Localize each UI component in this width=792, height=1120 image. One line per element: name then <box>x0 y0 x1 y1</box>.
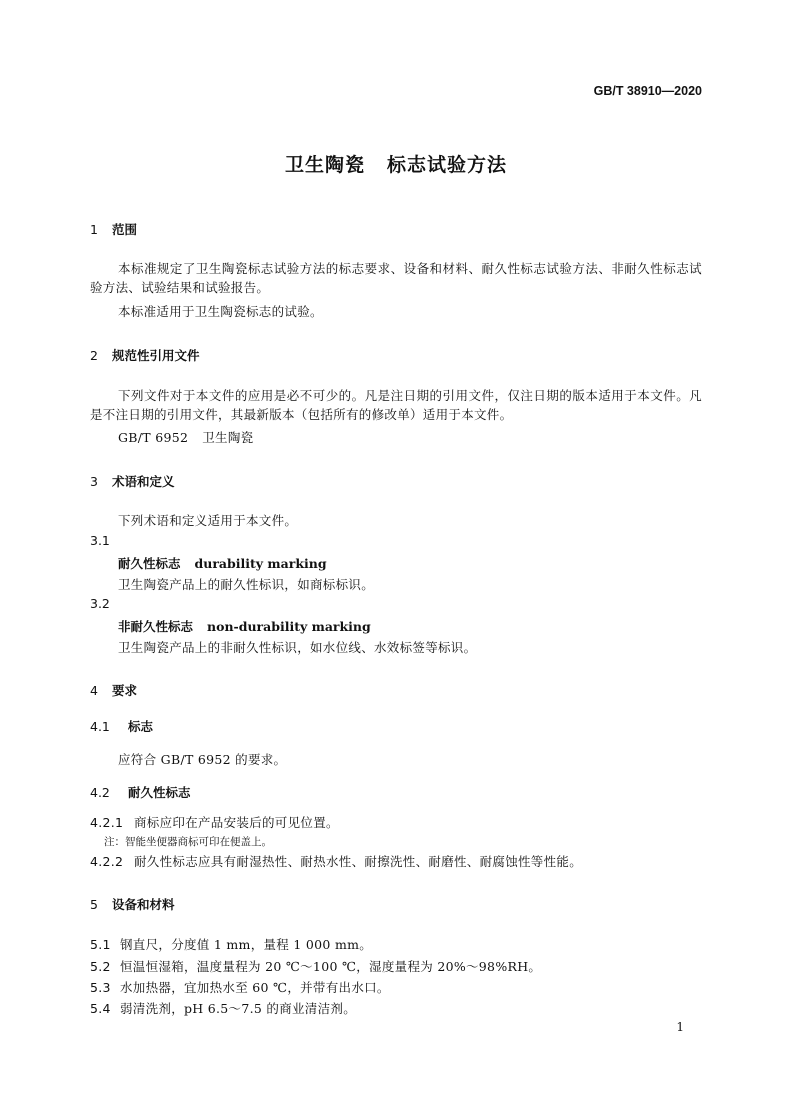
section-number: 4 <box>90 683 98 698</box>
section-title: 要求 <box>112 683 138 698</box>
term-3-2 <box>118 617 371 635</box>
term-chinese: 非耐久性标志 <box>118 619 194 634</box>
reference-code: GB/T 6952 <box>118 430 189 445</box>
item-number: 5.3 <box>90 980 111 995</box>
section-1-paragraph-1: 本标准规定了卫生陶瓷标志试验方法的标志要求、设备和材料、耐久性标志试验方法、非耐久性标志试验方法、试验结果和试验报告。 <box>90 261 702 295</box>
clause-4-2-2 <box>90 852 582 870</box>
section-2-paragraph-1: 下列文件对于本文件的应用是必不可少的。凡是注日期的引用文件，仅注日期的版本适用于本文件。凡是不注日期的引用文件，其最新版本（包括所有的修改单）适用于本文件。 <box>90 388 702 422</box>
term-3-2-number: 3.2 <box>90 596 110 611</box>
section-title: 规范性引用文件 <box>112 348 200 363</box>
clause-number: 4.2.1 <box>90 815 124 830</box>
section-3-heading <box>90 472 175 490</box>
section-number: 1 <box>90 222 98 237</box>
page-number: 1 <box>676 1020 684 1034</box>
clause-text: 商标应印在产品安装后的可见位置。 <box>134 815 339 830</box>
section-title: 范围 <box>112 222 138 237</box>
equipment-item <box>90 957 541 975</box>
title-part-1: 卫生陶瓷 <box>284 154 365 176</box>
item-number: 5.4 <box>90 1001 111 1016</box>
item-text: 恒温恒湿箱，温度量程为 20 ℃～100 ℃，湿度量程为 20%～98%RH。 <box>120 959 542 974</box>
section-number: 3 <box>90 474 98 489</box>
section-number: 5 <box>90 897 98 912</box>
reference-title: 卫生陶瓷 <box>202 430 254 445</box>
section-title: 标志 <box>128 719 154 734</box>
item-text: 弱清洗剂，pH 6.5～7.5 的商业清洁剂。 <box>120 1001 357 1016</box>
section-number: 4.2 <box>90 785 110 800</box>
term-chinese: 耐久性标志 <box>118 556 181 571</box>
section-1-heading <box>90 220 137 238</box>
section-4-2-heading <box>90 783 191 801</box>
section-3-paragraph-1: 下列术语和定义适用于本文件。 <box>118 513 298 528</box>
term-3-1-definition: 卫生陶瓷产品上的耐久性标识，如商标标识。 <box>118 577 375 592</box>
equipment-item <box>90 999 356 1017</box>
term-3-2-definition: 卫生陶瓷产品上的非耐久性标识，如水位线、水效标签等标识。 <box>118 640 477 655</box>
term-3-1 <box>118 554 327 572</box>
section-2-heading <box>90 346 200 364</box>
item-text: 水加热器，宜加热水至 60 ℃，并带有出水口。 <box>120 980 390 995</box>
section-5-heading <box>90 895 175 913</box>
item-text: 钢直尺，分度值 1 mm，量程 1 000 mm。 <box>120 937 373 952</box>
clause-number: 4.2.2 <box>90 854 124 869</box>
section-number: 2 <box>90 348 98 363</box>
section-4-heading <box>90 681 137 699</box>
document-title <box>0 150 792 177</box>
term-english: non-durability marking <box>207 619 371 634</box>
section-1-paragraph-2: 本标准适用于卫生陶瓷标志的试验。 <box>118 304 323 319</box>
section-title: 术语和定义 <box>112 474 175 489</box>
section-4-1-paragraph: 应符合 GB/T 6952 的要求。 <box>118 752 287 767</box>
term-english: durability marking <box>194 556 327 571</box>
item-number: 5.2 <box>90 959 111 974</box>
note: 注：智能坐便器商标可印在便盖上。 <box>104 836 272 848</box>
title-part-2: 标志试验方法 <box>387 154 508 176</box>
equipment-item <box>90 978 390 996</box>
standard-code: GB/T 38910—2020 <box>593 84 702 98</box>
clause-4-2-1 <box>90 813 339 831</box>
section-number: 4.1 <box>90 719 110 734</box>
section-title: 耐久性标志 <box>128 785 191 800</box>
section-4-1-heading <box>90 717 153 735</box>
item-number: 5.1 <box>90 937 111 952</box>
equipment-item <box>90 935 372 953</box>
term-3-1-number: 3.1 <box>90 533 110 548</box>
normative-reference <box>118 428 253 446</box>
clause-text: 耐久性标志应具有耐湿热性、耐热水性、耐擦洗性、耐磨性、耐腐蚀性等性能。 <box>134 854 583 869</box>
section-title: 设备和材料 <box>112 897 175 912</box>
